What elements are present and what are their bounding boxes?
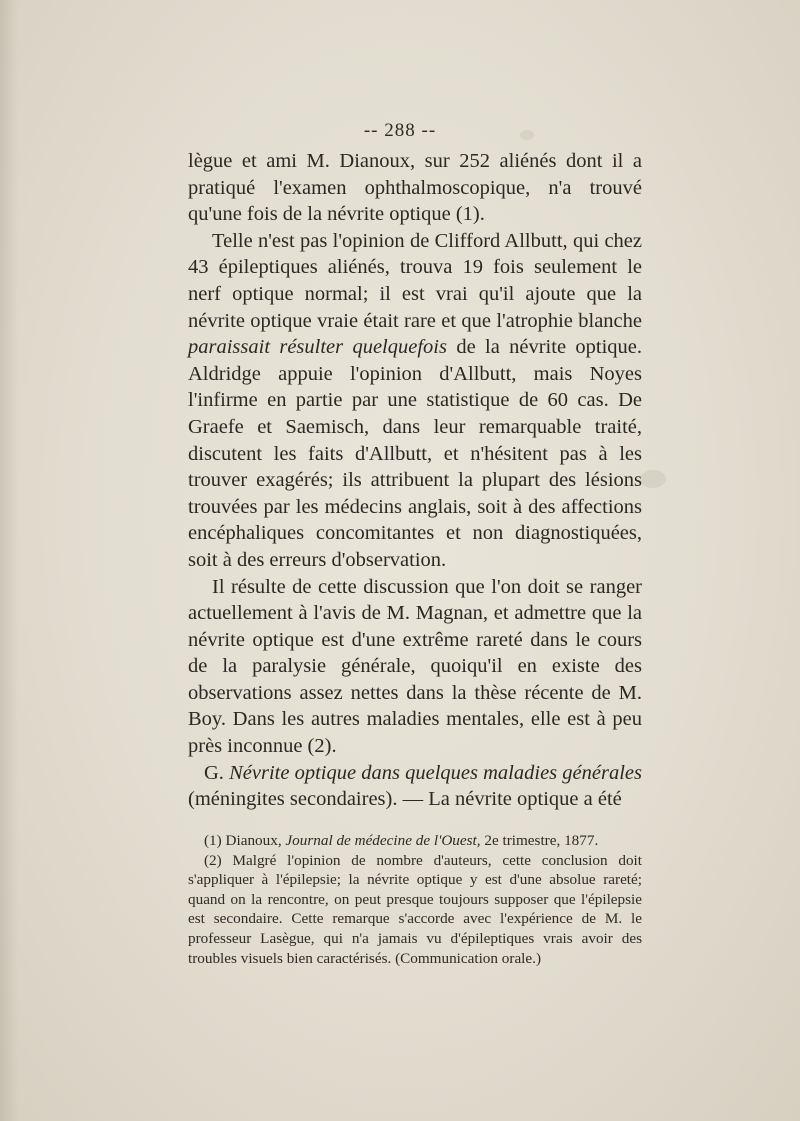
paragraph-allbutt <box>188 228 642 574</box>
footnote-marker: (1) <box>204 832 222 849</box>
footnote-text: Malgré l'opinion de nombre d'auteurs, cette conclusion doit s'appliquer à l'épilepsie; la névrite optique y est d'une absolue rareté; quand on la rencontre, on peut presque toujours supposer que l'épilepsie est secondaire. Cette remarque s'accorde avec l'expérience de M. le professeur Lasègue, qui n'a jamais vu d'épileptiques vrais avoir des troubles visuels bien caractérisés. (Communication orale.) <box>188 851 642 967</box>
paper-stain <box>640 470 666 488</box>
page-number: -- 288 -- <box>363 120 437 141</box>
page-edge-shadow <box>0 0 18 1121</box>
paragraph-text: Telle n'est pas l'opinion de Clifford Allbutt, qui chez 43 épileptiques aliénés, trouva 19 fois seulement le nerf optique normal; il est vrai qu'il ajoute que la névrite optique vraie était rare et que l'atrophie blanche <box>188 229 642 332</box>
italic-phrase: paraissait résulter quelquefois <box>188 336 447 359</box>
section-title: Névrite optique dans quelques maladies générales <box>229 761 642 784</box>
footnote-marker: (2) <box>204 851 222 869</box>
footnote-2 <box>188 851 642 969</box>
paragraph-text: Il résulte de cette discussion que l'on doit se ranger actuellement à l'avis de M. Magnan, et admettre que la névrite optique est d'une extrême rareté dans le cours de la paralysie générale, quoiqu'il en existe des observations assez nettes dans la thèse récente de M. Boy. Dans les autres maladies mentales, elle est à peu près inconnue (2). <box>188 575 642 758</box>
footnote-1 <box>188 831 642 851</box>
section-label: G. <box>204 761 224 784</box>
footnote-text: Dianoux, <box>221 832 286 849</box>
paragraph-text: (méningites secondaires). — La névrite optique a été <box>188 788 622 811</box>
section-heading-paragraph <box>188 760 642 813</box>
footnotes <box>188 831 642 968</box>
paragraph-conclusion <box>188 574 642 760</box>
main-text <box>188 148 642 813</box>
paragraph-continuation <box>188 148 642 228</box>
footnote-journal-title: Journal de médecine de l'Ouest, <box>285 832 481 849</box>
paragraph-text: lègue et ami M. Dianoux, sur 252 aliénés dont il a pratiqué l'examen ophthalmoscopique, n'a trouvé qu'une fois de la névrite optique (1). <box>188 150 642 226</box>
footnote-text: 2e trimestre, 1877. <box>480 832 599 849</box>
paragraph-text: de la névrite optique. Aldridge appuie l'opinion d'Allbutt, mais Noyes l'infirme en partie par une statistique de 60 cas. De Graefe et Saemisch, dans leur remarquable traité, discutent les faits d'Allbutt, et n'hésitent pas à les trouver exagérés; ils attribuent la plupart des lésions trouvées par les médecins anglais, soit à des affections encéphaliques concomitantes et non diagnostiquées, soit à des erreurs d'observation. <box>188 336 642 571</box>
